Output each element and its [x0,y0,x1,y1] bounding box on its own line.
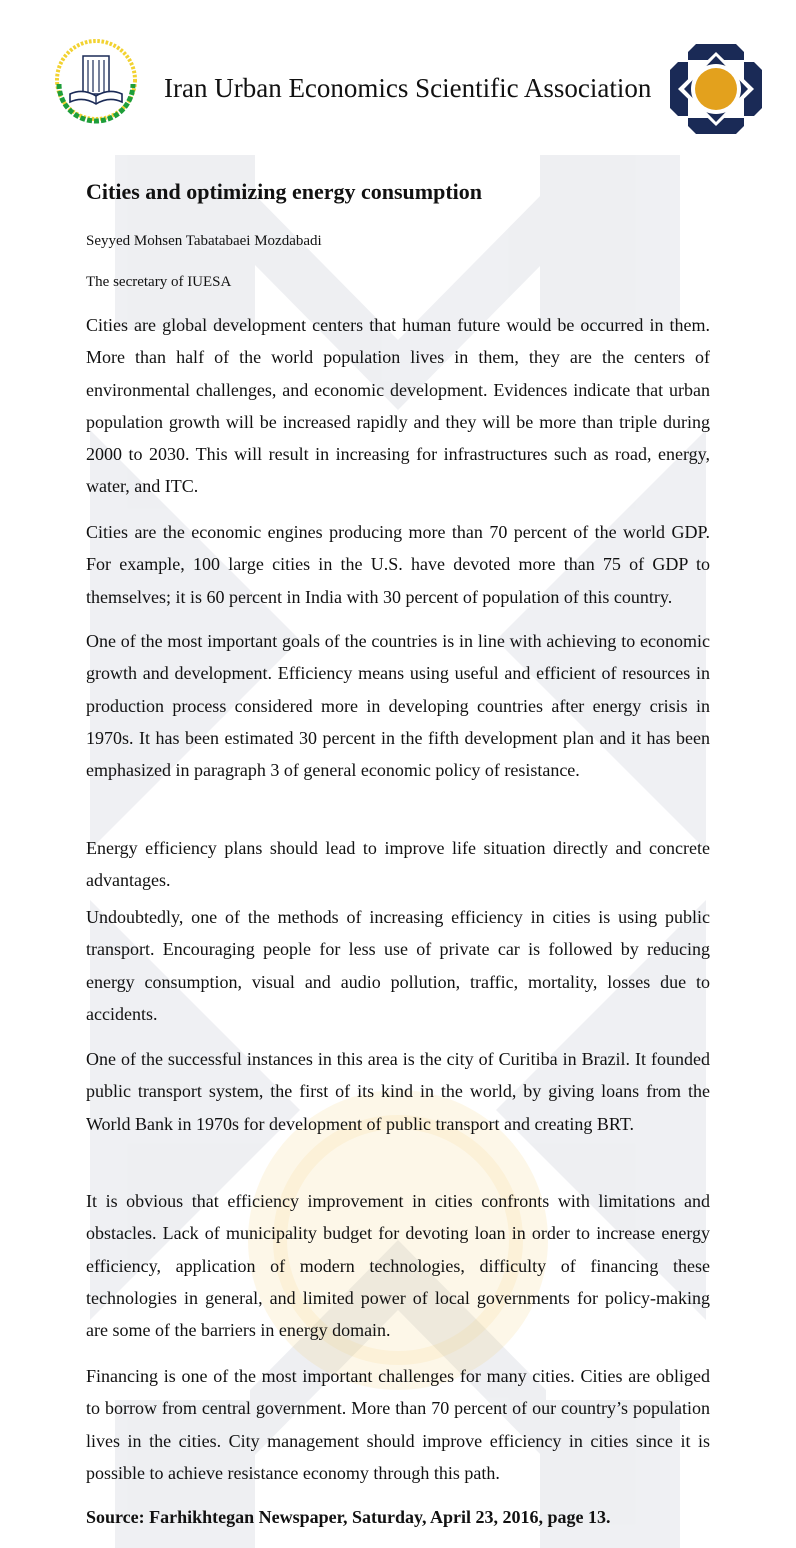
author-name: Seyyed Mohsen Tabatabaei Mozdabadi [86,233,322,249]
paragraph-6: One of the successful instances in this area is the city of Curitiba in Brazil. It founded public transport system, the first of its kind in the world, by giving loans from the World Bank in 1970s for development of public transport and creating BRT. [86,1049,710,1134]
paragraph-8: Financing is one of the most important challenges for many cities. Cities are obliged to borrow from central government. More than 70 percent of our country’s population lives in the cities. City management should improve efficiency in cities since it is possible to achieve resistance economy through this path. [86,1366,710,1483]
city-building-book-emblem-icon [52,38,140,124]
paragraph-1: Cities are global development centers that human future would be occurred in them. More than half of the world population lives in them, they are the centers of environmental challenges, and economic development. Evidences indicate that urban population growth will be increased rapidly and they will be more than triple during 2000 to 2030. This will result in increasing for infrastructures such as road, energy, water, and ITC. [86,315,710,497]
navy-octagon-gold-sun-emblem-icon [668,42,764,136]
paragraph-5: Undoubtedly, one of the methods of increasing efficiency in cities is using public transport. Encouraging people for less use of private car is followed by reducing energy consumption, visual and audio pollution, traffic, mortality, losses due to accidents. [86,907,710,1024]
source-citation: Source: Farhikhtegan Newspaper, Saturday, April 23, 2016, page 13. [86,1507,611,1527]
association-name: Iran Urban Economics Scientific Association [164,73,652,103]
paragraph-3: One of the most important goals of the countries is in line with achieving to economic growth and development. Efficiency means using useful and efficient of resources in production process considered more in developing countries after energy crisis in 1970s. It has been estimated 30 percent in the fifth development plan and it has been emphasized in paragraph 3 of general economic policy of resistance. [86,631,710,781]
article-title: Cities and optimizing energy consumption [86,179,483,204]
author-role: The secretary of IUESA [86,274,232,290]
paragraph-4: Energy efficiency plans should lead to improve life situation directly and concrete advantages. [86,838,710,891]
paragraph-7: It is obvious that efficiency improvement in cities confronts with limitations and obstacles. Lack of municipality budget for devoting loan in order to increase energy efficiency, application of modern technologies, difficulty of financing these technologies in general, and limited power of local governments for policy-making are some of the barriers in energy domain. [86,1191,710,1341]
paragraph-2: Cities are the economic engines producing more than 70 percent of the world GDP. For example, 100 large cities in the U.S. have devoted more than 75 of GDP to themselves; it is 60 percent in India with 30 percent of population of this country. [86,522,710,607]
